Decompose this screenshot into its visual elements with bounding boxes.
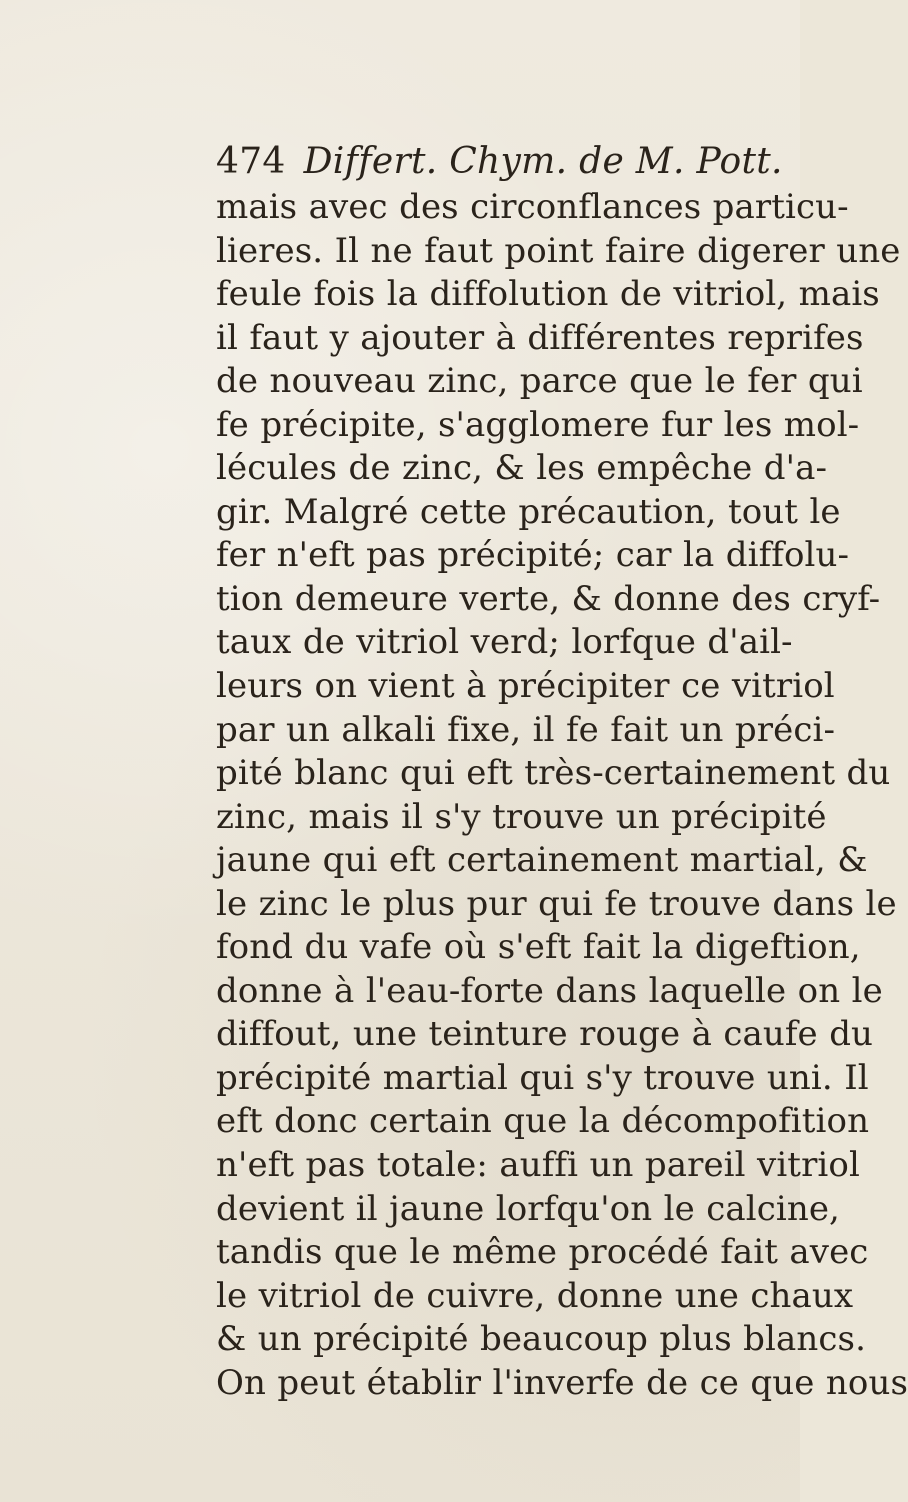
text-line: n'eft pas totale: auffi un pareil vitriol bbox=[216, 1145, 860, 1186]
text-line: tion demeure verte, & donne des cryf- bbox=[216, 578, 881, 619]
text-line: zinc, mais il s'y trouve un précipité bbox=[216, 796, 827, 837]
text-line: de nouveau zinc, parce que le fer qui bbox=[216, 361, 863, 402]
body-text bbox=[216, 186, 908, 1405]
text-line: mais avec des circonflances particu- bbox=[216, 187, 849, 227]
page-header bbox=[216, 141, 783, 182]
text-line: par un alkali fixe, il fe fait un préci- bbox=[216, 709, 836, 750]
page-number: 474 bbox=[216, 141, 286, 182]
text-line: jaune qui eft certainement martial, & bbox=[216, 840, 868, 881]
text-line: fond du vafe où s'eft fait la digeftion, bbox=[216, 927, 861, 968]
text-line: & un précipité beaucoup plus blancs. bbox=[216, 1319, 866, 1360]
text-line: lieres. Il ne faut point faire digerer une bbox=[216, 230, 901, 271]
text-line: eft donc certain que la décompofition bbox=[216, 1101, 870, 1142]
text-line: taux de vitriol verd; lorfque d'ail- bbox=[216, 622, 793, 663]
running-title: Differt. Chym. de M. Pott. bbox=[303, 141, 783, 182]
text-line: précipité martial qui s'y trouve uni. Il bbox=[216, 1057, 869, 1098]
text-line: donne à l'eau-forte dans laquelle on le bbox=[216, 970, 883, 1011]
text-line: le vitriol de cuivre, donne une chaux bbox=[216, 1275, 854, 1316]
text-line: il faut y ajouter à différentes reprifes bbox=[216, 317, 864, 358]
text-line: gir. Malgré cette précaution, tout le bbox=[216, 491, 841, 532]
text-line: On peut établir l'inverfe de ce que nous bbox=[216, 1362, 908, 1403]
text-line: le zinc le plus pur qui fe trouve dans le bbox=[216, 883, 897, 924]
text-line: lécules de zinc, & les empêche d'a- bbox=[216, 448, 828, 489]
text-line: feule fois la diffolution de vitriol, mais bbox=[216, 274, 880, 315]
text-line: leurs on vient à précipiter ce vitriol bbox=[216, 666, 835, 707]
text-line: fe précipite, s'agglomere fur les mol- bbox=[216, 404, 860, 445]
text-line: tandis que le même procédé fait avec bbox=[216, 1232, 869, 1273]
text-line: pité blanc qui eft très-certainement du bbox=[216, 753, 891, 794]
text-line: diffout, une teinture rouge à caufe du bbox=[216, 1014, 874, 1055]
text-line: devient il jaune lorfqu'on le calcine, bbox=[216, 1188, 840, 1229]
text-line: fer n'eft pas précipité; car la diffolu- bbox=[216, 535, 850, 576]
